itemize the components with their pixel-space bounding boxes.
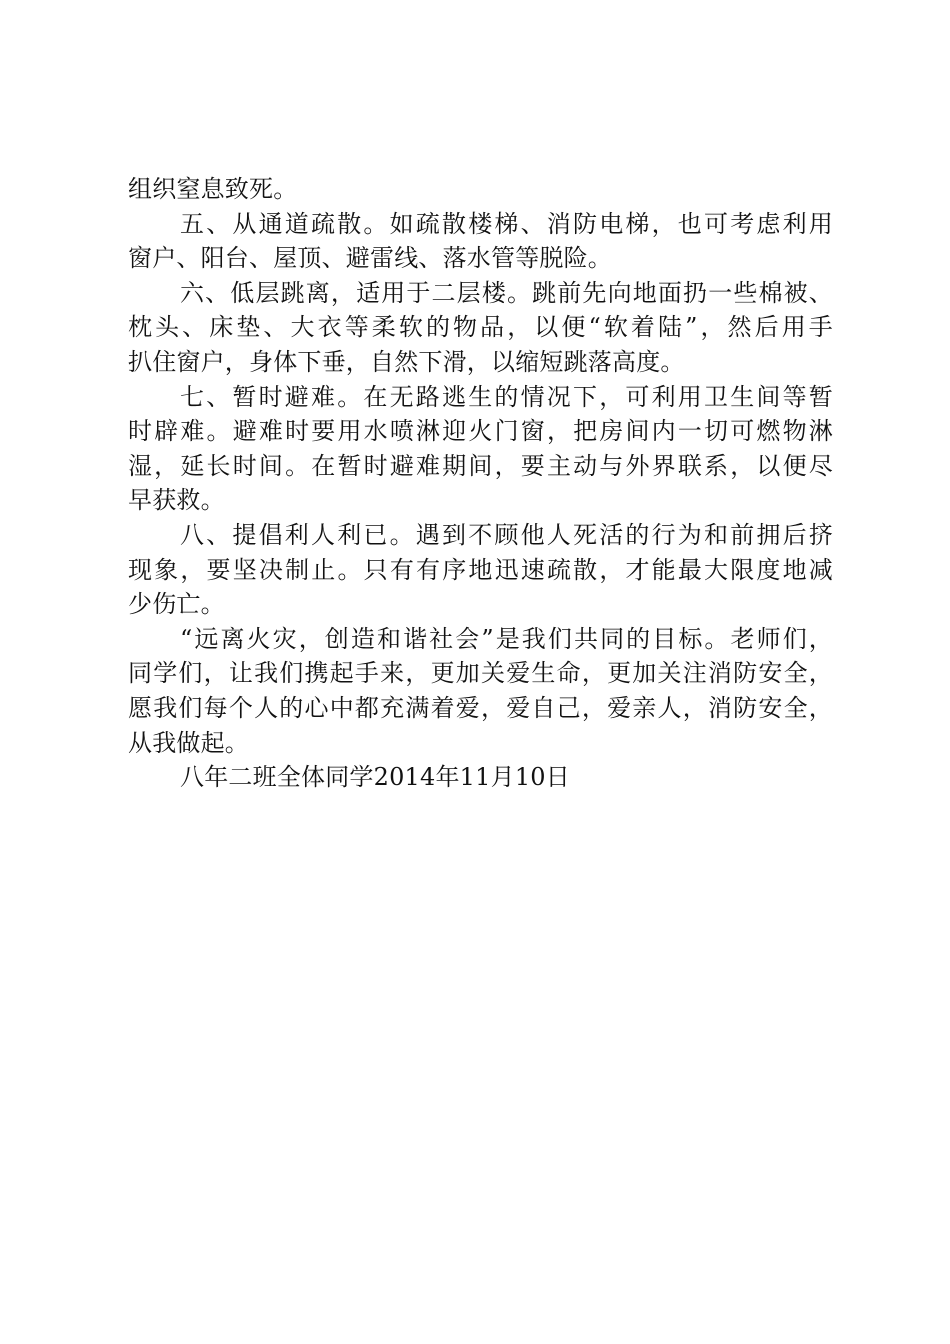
text-line: “远离火灾，创造和谐社会”是我们共同的目标。老师们， [180, 624, 833, 653]
text-line: 少伤亡。 [128, 590, 225, 619]
text-line: 组织窒息致死。 [128, 175, 298, 203]
text-line: 愿我们每个人的心中都充满着爱，爱自己，爱亲人，消防安全， [128, 693, 833, 722]
text-line: 时辟难。避难时要用水喷淋迎火门窗，把房间内一切可燃物淋 [128, 417, 833, 446]
text-line: 现象，要坚决制止。只有有序地迅速疏散，才能最大限度地减 [128, 555, 833, 584]
text-line: 从我做起。 [128, 728, 249, 757]
text-line: 扒住窗户，身体下垂，自然下滑，以缩短跳落高度。 [128, 347, 685, 376]
text-line: 六、低层跳离，适用于二层楼。跳前先向地面扔一些棉被、 [180, 278, 833, 307]
text-line: 同学们，让我们携起手来，更加关爱生命，更加关注消防安全， [128, 659, 833, 688]
text-line: 五、从通道疏散。如疏散楼梯、消防电梯，也可考虑利用 [180, 209, 833, 238]
text-line: 湿，延长时间。在暂时避难期间，要主动与外界联系，以便尽 [128, 451, 833, 480]
text-line: 八、提倡利人利已。遇到不顾他人死活的行为和前拥后挤 [180, 520, 833, 549]
signature-line: 八年二班全体同学2014年11月10日 [180, 763, 570, 792]
text-line: 早获救。 [128, 486, 225, 515]
text-line: 枕头、床垫、大衣等柔软的物品，以便“软着陆”，然后用手 [128, 313, 833, 342]
text-line: 窗户、阳台、屋顶、避雷线、落水管等脱险。 [128, 244, 612, 273]
text-line: 七、暂时避难。在无路逃生的情况下，可利用卫生间等暂 [180, 382, 833, 411]
document-body [128, 172, 833, 795]
